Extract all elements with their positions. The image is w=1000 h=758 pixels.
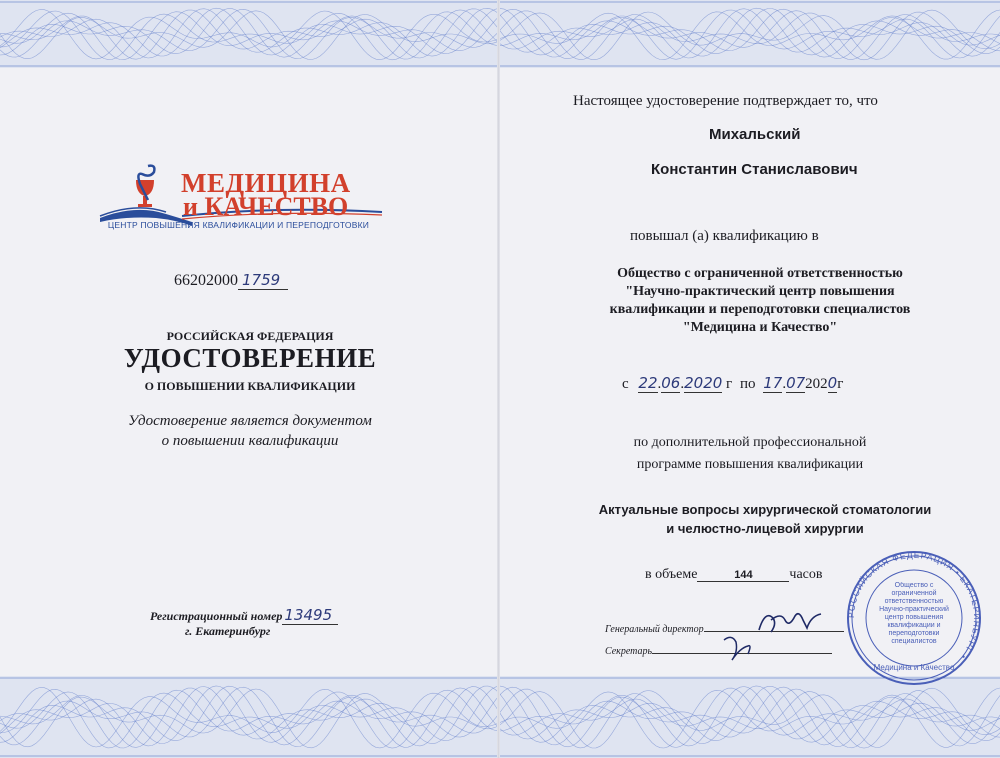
serial-handwritten: 1759 (238, 271, 288, 290)
top-guilloche-border (0, 0, 1000, 68)
period-to-label: по (739, 376, 756, 392)
city-label: г. Екатеринбург (185, 624, 271, 638)
period-to-day: 17 (763, 374, 783, 392)
period-from-year: 2020 (684, 374, 723, 392)
course-title (555, 500, 975, 538)
page-fold (497, 0, 500, 758)
program-text (560, 432, 940, 476)
period-row: с 22.06.2020 г по 17.072020г (622, 374, 844, 392)
registration-row (150, 606, 338, 625)
serial-prefix: 66202000 (174, 272, 238, 289)
stamp-bottom-text: Медицина и Качество (873, 663, 955, 672)
period-from-day: 22 (638, 374, 658, 392)
period-from-label: с (622, 376, 629, 392)
doc-subtitle: О ПОВЫШЕНИИ КВАЛИФИКАЦИИ (144, 379, 356, 393)
secretary-label: Секретарь (605, 646, 653, 657)
country-label: РОССИЙСКАЯ ФЕДЕРАЦИЯ (166, 329, 334, 343)
logo-title-line1: МЕДИЦИНА (181, 168, 351, 198)
period-to-year-prefix: 202 (805, 376, 828, 392)
organization-stamp (844, 548, 984, 688)
period-year-suffix-2: г (837, 376, 844, 392)
program-line-1: по дополнительной профессиональной (633, 435, 867, 450)
program-line-2: программе повышения квалификации (636, 457, 864, 472)
registration-number: 13495 (282, 606, 338, 625)
recipient-surname: Михальский (709, 126, 801, 143)
period-from-month: 06 (661, 374, 681, 392)
note-line-1: Удостоверение является документом (128, 413, 372, 429)
period-year-suffix-1: г (726, 376, 733, 392)
recipient-name: Константин Станиславович (651, 161, 858, 178)
director-signature (755, 606, 825, 636)
period-to-month: 07 (786, 374, 806, 392)
serial-number (174, 271, 288, 290)
stamp-inner-text: Общество с ограниченной ответственностью Научно-практический центр повышения квалификации и переподготовки специалистов (879, 582, 949, 645)
course-line-1: Актуальные вопросы хирургической стоматологии (598, 502, 932, 517)
logo-title-line2: и КАЧЕСТВО (183, 192, 349, 221)
hours-value: 144 (697, 569, 789, 582)
logo-subtitle: ЦЕНТР ПОВЫШЕНИЯ КВАЛИФИКАЦИИ И ПЕРЕПОДГОТОВКИ (107, 220, 370, 230)
registration-label: Регистрационный номер (150, 609, 283, 623)
org-line-4: "Медицина и Качество" (682, 320, 838, 335)
hours-label: в объеме (645, 567, 698, 582)
course-line-2: и челюстно-лицевой хирургии (666, 521, 864, 536)
secretary-signature (718, 630, 758, 664)
org-line-2: "Научно-практический центр повышения (625, 284, 895, 299)
hours-unit: часов (789, 567, 823, 582)
org-line-1: Общество с ограниченной ответственностью (617, 266, 903, 281)
organization-name (540, 265, 980, 337)
period-to-year-digit: 0 (827, 374, 838, 392)
intro-text: Настоящее удостоверение подтверждает то, что (573, 93, 878, 109)
stamp-outer-text: РОССИЙСКАЯ ФЕДЕРАЦИЯ • ЕКАТЕРИНБУРГ • (845, 549, 983, 662)
doc-title: УДОСТОВЕРЕНИЕ (123, 343, 377, 373)
bottom-guilloche-border (0, 676, 1000, 758)
passed-text: повышал (а) квалификацию в (630, 228, 819, 244)
director-label: Генеральный директор (605, 624, 704, 635)
note-line-2: о повышении квалификации (161, 433, 339, 449)
org-line-3: квалификации и переподготовки специалистов (609, 302, 911, 317)
hours-row (645, 567, 823, 583)
